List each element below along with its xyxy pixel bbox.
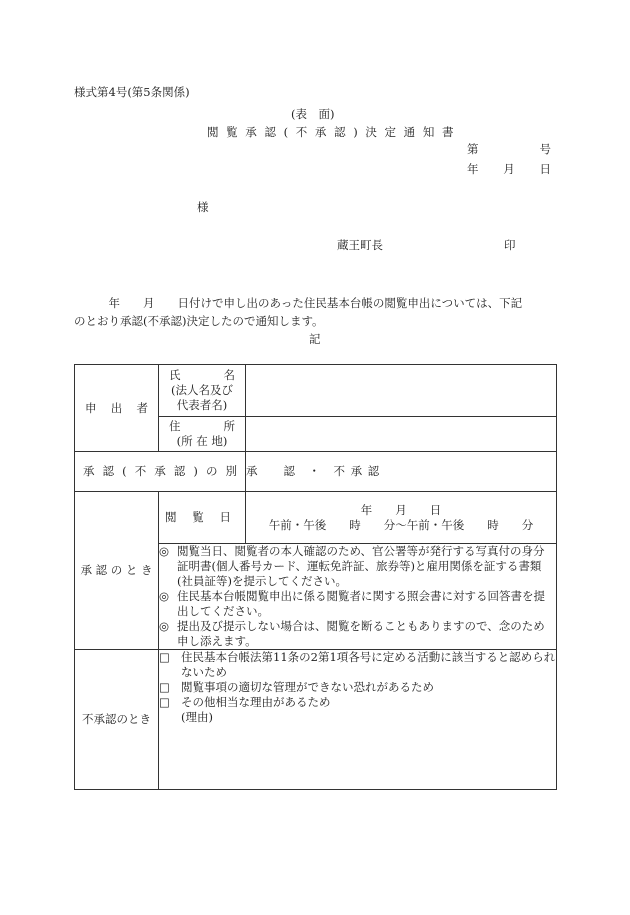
rejection-reason[interactable]: □ その他相当な理由があるため xyxy=(159,695,331,709)
etsuran-datetime-cell[interactable] xyxy=(246,492,557,544)
approval-choice[interactable]: 承 認 ・ 不 承 認 xyxy=(246,452,557,492)
date-year: 年 xyxy=(467,162,479,176)
rejection-reason[interactable]: □ 閲覧事項の適切な管理ができない恐れがあるため xyxy=(159,680,434,694)
name-label: 氏 名 xyxy=(169,368,235,382)
approval-note: ◎ 住民基本台帳閲覧申出に係る閲覧者に関する照会書に対する回答書を提出してください。 xyxy=(159,589,545,618)
double-circle-icon: ◎ xyxy=(159,619,170,633)
etsuran-label-cell xyxy=(159,492,246,544)
address-label-cell xyxy=(159,417,246,452)
date-day: 日 xyxy=(539,162,551,176)
name-sub-2: 代表者名) xyxy=(176,398,228,412)
rejection-reasons xyxy=(159,650,557,790)
document-title: 閲 覧 承 認 ( 不 承 認 ) 決 定 通 知 書 xyxy=(207,125,456,139)
date-month: 月 xyxy=(503,162,515,176)
number-suffix: 号 xyxy=(539,142,551,156)
rejection-reason[interactable]: □ 住民基本台帳法第11条の2第1項各号に定める活動に該当すると認められないため xyxy=(159,650,556,679)
approval-label-cell xyxy=(75,452,246,492)
approval-label: 承 認 ( 不 承 認 ) の 別 xyxy=(83,464,237,478)
notice-line-2: のとおり承認(不承認)決定したので通知します。 xyxy=(74,314,324,328)
etsuran-date: 年 月 日 xyxy=(360,502,442,517)
checkbox-icon[interactable]: □ xyxy=(159,680,170,694)
etsuran-label: 閲 覧 日 xyxy=(165,510,231,524)
checkbox-icon[interactable]: □ xyxy=(159,695,170,709)
double-circle-icon: ◎ xyxy=(159,544,170,558)
ki-label: 記 xyxy=(309,332,321,346)
name-sub-1: (法人名及び xyxy=(171,383,233,397)
document-date-row xyxy=(467,161,551,177)
sender-name: 蔵王町長 xyxy=(337,238,383,252)
applicant-label: 申 出 者 xyxy=(85,400,148,415)
document-number-row xyxy=(467,141,551,157)
approval-note: ◎ 提出及び提示しない場合は、閲覧を断ることもありますので、念のため申し添えます。 xyxy=(159,619,545,648)
approval-note: ◎ 閲覧当日、閲覧者の本人確認のため、官公署等が発行する写真付の身分証明書(個人番号カード、運転免許証、旅券等)と雇用関係を証する書類(社員証等)を提示してください。 xyxy=(159,544,545,588)
address-label: 住 所 xyxy=(169,419,235,433)
etsuran-time: 午前・午後 時 分〜午前・午後 時 分 xyxy=(268,517,534,532)
applicant-label-cell xyxy=(75,365,159,452)
checkbox-icon[interactable]: □ xyxy=(159,650,170,664)
notice-line-1: 年 月 日付けで申し出のあった住民基本台帳の閲覧申出については、下記 xyxy=(74,296,523,310)
address-sub: (所 在 地) xyxy=(176,434,228,448)
when-approved-label: 承 認 の と き xyxy=(75,492,159,650)
addressee-suffix: 様 xyxy=(197,200,209,214)
seal-mark: 印 xyxy=(504,238,516,252)
face-label: (表 面) xyxy=(291,107,335,121)
number-prefix: 第 xyxy=(467,142,479,156)
name-value-cell[interactable] xyxy=(246,365,557,417)
decision-table xyxy=(74,364,557,790)
form-number: 様式第4号(第5条関係) xyxy=(74,85,190,99)
address-value-cell[interactable] xyxy=(246,417,557,452)
approval-notes xyxy=(159,544,557,650)
name-label-cell xyxy=(159,365,246,417)
notice-body xyxy=(74,294,560,330)
double-circle-icon: ◎ xyxy=(159,589,170,603)
when-rejected-label: 不承認のとき xyxy=(75,650,159,790)
reason-detail-label: (理由) xyxy=(181,710,213,724)
